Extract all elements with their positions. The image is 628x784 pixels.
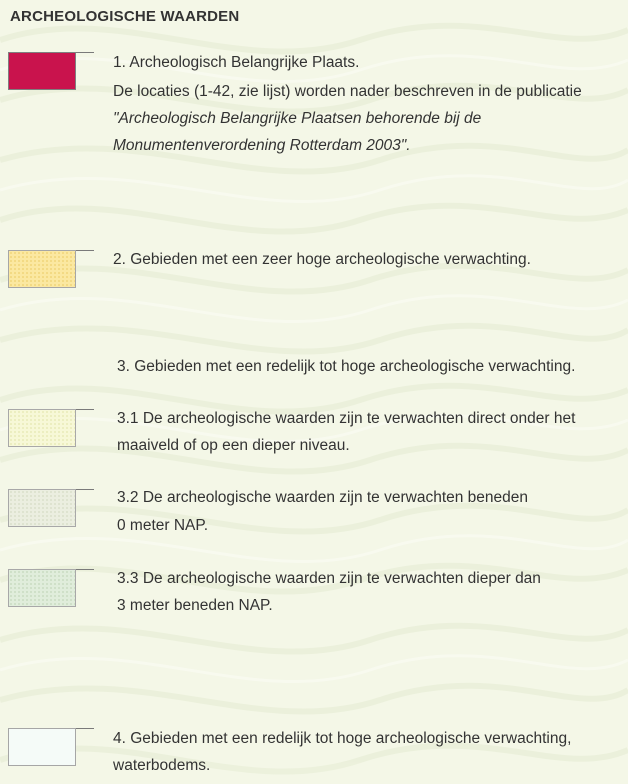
legend-item-3-1-line1: 3.1 De archeologische waarden zijn te verwachten direct onder het (117, 410, 576, 427)
legend-item-1-description: De locaties (1-42, zie lijst) worden nader beschreven in de publicatie (113, 83, 582, 100)
legend-item-3-1-line2: maaiveld of op een dieper niveau. (117, 437, 350, 454)
swatch-3-1-direct-onder-maaiveld (8, 409, 76, 447)
legend-item-3-2-line2: 0 meter NAP. (117, 517, 209, 534)
legend-item-1-citation-line2: Monumentenverordening Rotterdam 2003". (113, 137, 411, 154)
swatch-tick (76, 728, 94, 729)
swatch-waterbodems (8, 728, 76, 766)
legend-item-1-label: 1. Archeologisch Belangrijke Plaats. (113, 54, 360, 71)
legend-item-1-citation-line1: "Archeologisch Belangrijke Plaatsen behorende bij de (113, 110, 482, 127)
swatch-tick (76, 489, 94, 490)
legend-item-3-3-line2: 3 meter beneden NAP. (117, 597, 273, 614)
swatch-zeer-hoge-verwachting (8, 250, 76, 288)
legend-item-4-line1: 4. Gebieden met een redelijk tot hoge archeologische verwachting, (113, 730, 572, 747)
swatch-tick (76, 409, 94, 410)
legend-item-4-line2: waterbodems. (113, 757, 211, 774)
swatch-tick (76, 569, 94, 570)
swatch-3-2-beneden-0-meter-nap (8, 489, 76, 527)
swatch-tick (76, 250, 94, 251)
swatch-archeologisch-belangrijke-plaats (8, 52, 76, 90)
swatch-tick (76, 52, 94, 53)
legend-item-3-2-line1: 3.2 De archeologische waarden zijn te verwachten beneden (117, 489, 529, 506)
legend-item-3-3-line1: 3.3 De archeologische waarden zijn te verwachten dieper dan (117, 570, 541, 587)
legend-item-3-heading: 3. Gebieden met een redelijk tot hoge archeologische verwachting. (117, 358, 576, 375)
legend-title: ARCHEOLOGISCHE WAARDEN (10, 8, 240, 25)
swatch-3-3-dieper-dan-3-meter-nap (8, 569, 76, 607)
legend-item-2-label: 2. Gebieden met een zeer hoge archeologische verwachting. (113, 251, 531, 268)
